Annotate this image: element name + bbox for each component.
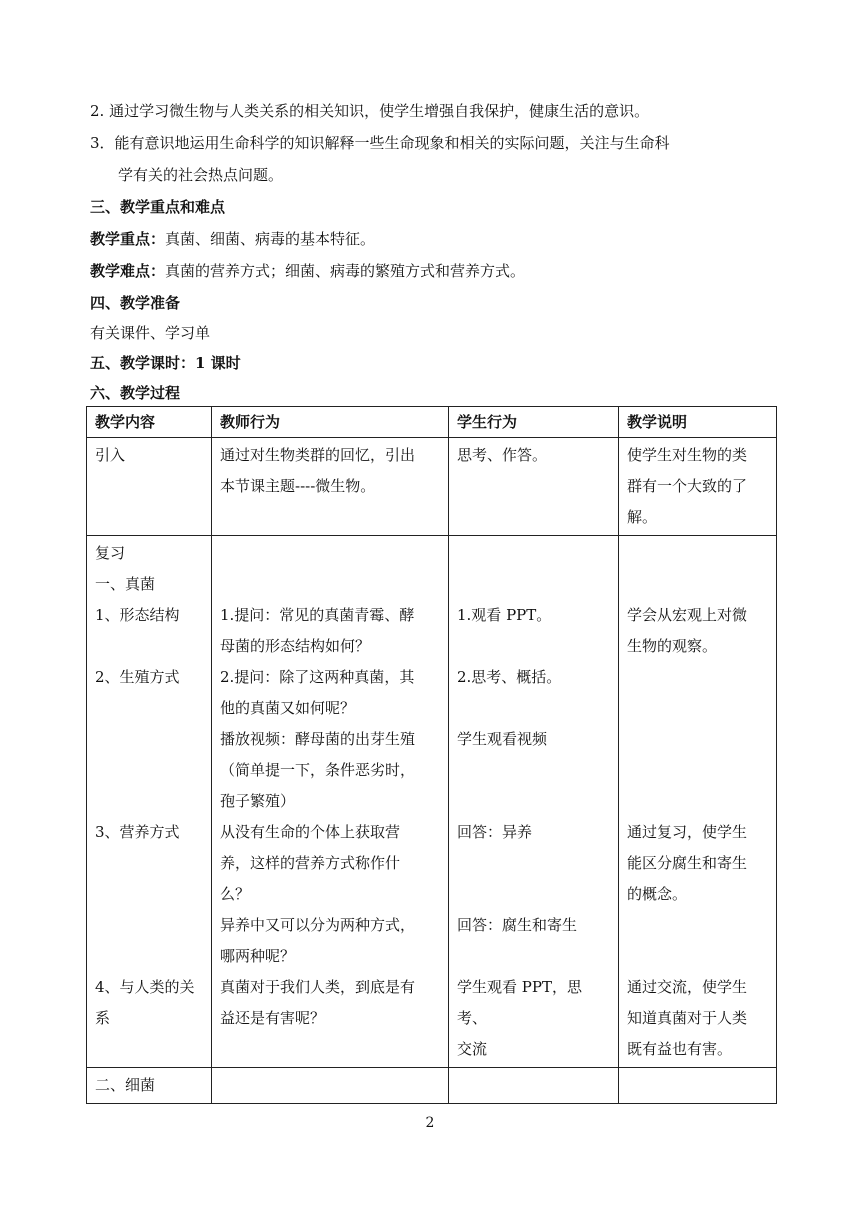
row-intro-content bbox=[87, 438, 212, 536]
section-heading-process: 六、教学过程 bbox=[90, 384, 181, 402]
cell-text: 1.提问：常见的真菌青霉、酵 bbox=[220, 606, 415, 624]
table-row bbox=[87, 438, 777, 536]
cell-text: 从没有生命的个体上获取营 bbox=[220, 823, 401, 841]
key-point-text: 真菌、细菌、病毒的基本特征。 bbox=[165, 230, 376, 248]
cell-text: 复习 bbox=[95, 544, 126, 562]
difficulty-text: 真菌的营养方式；细菌、病毒的繁殖方式和营养方式。 bbox=[165, 262, 526, 280]
header-note: 教学说明 bbox=[619, 407, 777, 438]
cell-text: 思考、作答。 bbox=[457, 446, 548, 464]
cell-text: 二、细菌 bbox=[95, 1076, 156, 1094]
teaching-process-table bbox=[86, 406, 777, 1104]
row-fungi-note bbox=[619, 536, 777, 1068]
cell-text: 播放视频：酵母菌的出芽生殖 bbox=[220, 730, 416, 748]
header-student: 学生行为 bbox=[449, 407, 619, 438]
cell-text: 既有益也有害。 bbox=[627, 1040, 733, 1058]
page-number: 2 bbox=[425, 1115, 435, 1131]
table-row bbox=[87, 536, 777, 1068]
table-row bbox=[87, 1068, 777, 1104]
cell-text: 他的真菌又如何呢？ bbox=[220, 699, 356, 717]
cell-text: 生物的观察。 bbox=[627, 637, 718, 655]
cell-text: 交流 bbox=[457, 1040, 488, 1058]
cell-text: 1、形态结构 bbox=[95, 606, 180, 624]
cell-text: 回答：腐生和寄生 bbox=[457, 916, 578, 934]
header-content: 教学内容 bbox=[87, 407, 212, 438]
row-intro-teacher bbox=[212, 438, 449, 536]
section-heading-preparation: 四、教学准备 bbox=[90, 294, 181, 312]
cell-text: （简单提一下，条件恶劣时， bbox=[220, 761, 416, 779]
row-bacteria-student bbox=[449, 1068, 619, 1104]
cell-text: 学生观看 PPT，思考、 bbox=[457, 978, 582, 1027]
row-fungi-student bbox=[449, 536, 619, 1068]
row-bacteria-note bbox=[619, 1068, 777, 1104]
section-heading-key-points: 三、教学重点和难点 bbox=[90, 198, 226, 216]
cell-text: 系 bbox=[95, 1009, 111, 1027]
cell-text: 解。 bbox=[627, 508, 658, 526]
cell-text: 能区分腐生和寄生 bbox=[627, 854, 748, 872]
cell-text: 3、营养方式 bbox=[95, 823, 180, 841]
cell-text: 真菌对于我们人类，到底是有 bbox=[220, 978, 416, 996]
cell-text: 使学生对生物的类 bbox=[627, 446, 748, 464]
row-intro-note bbox=[619, 438, 777, 536]
table-header-row bbox=[87, 407, 777, 438]
section-heading-hours: 五、教学课时：1 课时 bbox=[90, 354, 241, 372]
cell-text: 回答：异养 bbox=[457, 823, 533, 841]
cell-text: 2.提问：除了这两种真菌，其 bbox=[220, 668, 415, 686]
cell-text: 哪两种呢？ bbox=[220, 947, 296, 965]
cell-text: 通过交流，使学生 bbox=[627, 978, 748, 996]
cell-text: 的概念。 bbox=[627, 885, 688, 903]
cell-text: 母菌的形态结构如何？ bbox=[220, 637, 371, 655]
cell-text: 异养中又可以分为两种方式， bbox=[220, 916, 416, 934]
cell-text: 知道真菌对于人类 bbox=[627, 1009, 748, 1027]
cell-text: 益还是有害呢？ bbox=[220, 1009, 326, 1027]
cell-text: 本节课主题----微生物。 bbox=[220, 477, 376, 495]
difficulty-line bbox=[90, 256, 525, 286]
cell-text: 2.思考、概括。 bbox=[457, 668, 562, 686]
cell-text: 群有一个大致的了 bbox=[627, 477, 748, 495]
row-fungi-content bbox=[87, 536, 212, 1068]
cell-text: 通过对生物类群的回忆，引出 bbox=[220, 446, 416, 464]
key-point-line bbox=[90, 224, 375, 254]
cell-text: 一、真菌 bbox=[95, 575, 156, 593]
key-point-label: 教学重点： bbox=[90, 230, 166, 248]
difficulty-label: 教学难点： bbox=[90, 262, 166, 280]
objective-item-2: 2. 通过学习微生物与人类关系的相关知识，使学生增强自我保护，健康生活的意识。 bbox=[90, 102, 650, 120]
cell-text: 通过复习，使学生 bbox=[627, 823, 748, 841]
row-fungi-teacher bbox=[212, 536, 449, 1068]
cell-text: 1.观看 PPT。 bbox=[457, 606, 552, 624]
cell-text: 学生观看视频 bbox=[457, 730, 548, 748]
cell-text: 引入 bbox=[95, 446, 126, 464]
cell-text: 孢子繁殖） bbox=[220, 792, 296, 810]
row-bacteria-teacher bbox=[212, 1068, 449, 1104]
cell-text: 2、生殖方式 bbox=[95, 668, 180, 686]
preparation-text: 有关课件、学习单 bbox=[90, 324, 211, 342]
header-teacher: 教师行为 bbox=[212, 407, 449, 438]
cell-text: 么？ bbox=[220, 885, 251, 903]
objective-item-3-cont: 学有关的社会热点问题。 bbox=[118, 166, 284, 184]
row-intro-student bbox=[449, 438, 619, 536]
objective-item-3: 3．能有意识地运用生命科学的知识解释一些生命现象和相关的实际问题，关注与生命科 bbox=[90, 134, 670, 152]
cell-text: 学会从宏观上对微 bbox=[627, 606, 748, 624]
row-bacteria-content bbox=[87, 1068, 212, 1104]
cell-text: 4、与人类的关 bbox=[95, 978, 195, 996]
cell-text: 养，这样的营养方式称作什 bbox=[220, 854, 401, 872]
